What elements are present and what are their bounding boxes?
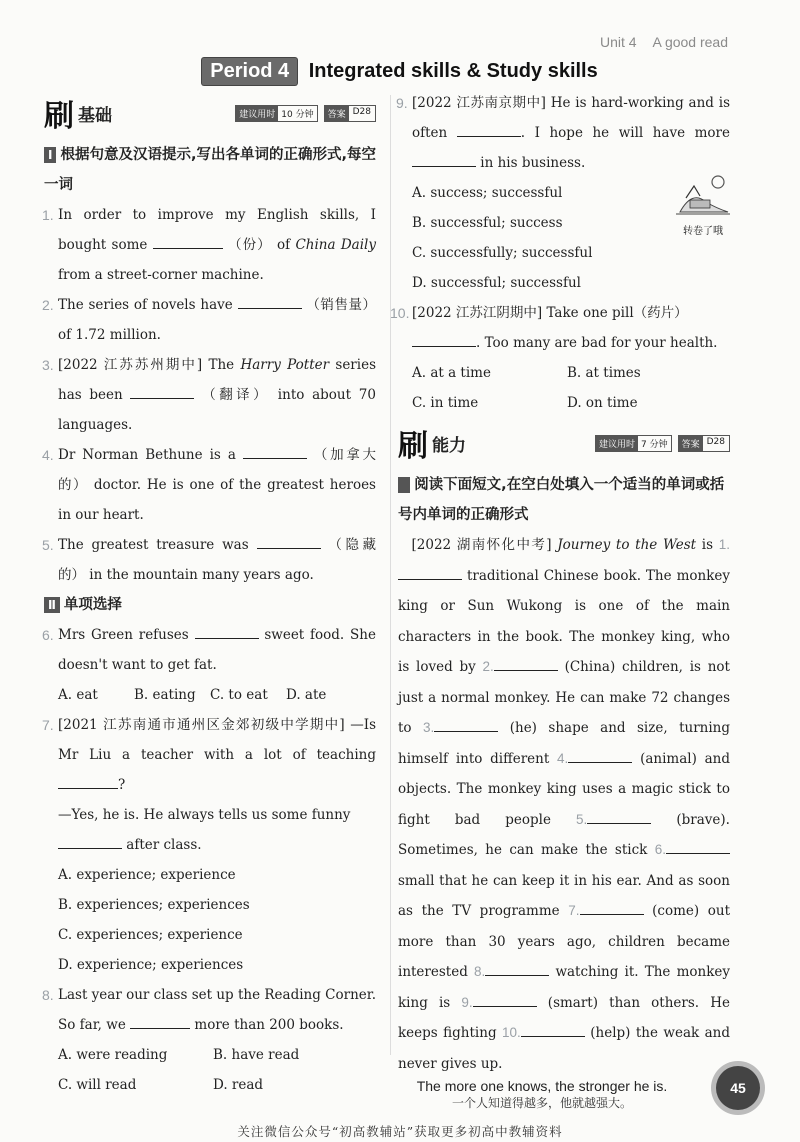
question-text: The series of novels have (58, 297, 233, 313)
passage-text: (help) the weak and never gives up. (398, 1025, 730, 1072)
answer-blank[interactable] (58, 774, 118, 789)
passage-text: (smart) than others. He keeps fighting (398, 994, 730, 1041)
answer-blank[interactable] (398, 565, 462, 580)
question-number: 2. (42, 297, 54, 313)
option-a[interactable]: A. at a time (412, 365, 491, 381)
time-value: 10 分钟 (281, 109, 314, 120)
section-name: 基础 (78, 105, 112, 126)
question-text: [2022 江苏苏州期中] The (58, 357, 235, 373)
passage-text: (he) shape and size, turning himself into different (398, 720, 730, 767)
passage-text: small that he can keep it in his ear. And as soon as the TV programme (398, 872, 730, 919)
question-2 (42, 290, 376, 350)
part2-heading (44, 590, 376, 620)
bottom-note: 关注微信公众号“初高教辅站”获取更多初高中教辅资料 (237, 1124, 563, 1139)
question-text: （翻译） into about 70 languages. (58, 387, 376, 433)
answer-blank[interactable] (195, 624, 259, 639)
options-9 (412, 178, 662, 298)
options-6 (58, 680, 376, 710)
reading-passage (398, 530, 730, 1079)
option-d[interactable]: D. experience; experiences (58, 957, 244, 973)
answer-blank[interactable] (243, 444, 307, 459)
answer-box (678, 435, 730, 452)
cartoon-image (672, 172, 734, 237)
blank-number: 7. (568, 903, 580, 918)
option-c[interactable]: C. experiences; experience (58, 927, 243, 943)
answer-value: D28 (352, 106, 371, 117)
question-text: sweet food. She doesn't want to get fat. (58, 627, 376, 673)
answer-blank[interactable] (153, 234, 223, 249)
book-title: Harry Potter (240, 357, 330, 373)
options-7 (58, 860, 376, 980)
answer-blank[interactable] (485, 961, 549, 976)
ability-heading-text: 阅读下面短文,在空白处填入一个适当的单词或括号内单词的正确形式 (398, 477, 725, 523)
option-b[interactable]: B. successful; success (412, 215, 563, 231)
cartoon-illustration (672, 172, 734, 218)
question-text: ? (118, 777, 126, 793)
question-number: 7. (42, 717, 54, 733)
question-number: 4. (42, 447, 54, 463)
question-10 (390, 298, 730, 358)
question-number: 1. (42, 207, 54, 223)
blank-number: 1. (718, 537, 731, 552)
left-column (42, 90, 377, 1100)
question-5 (42, 530, 377, 590)
page-number: 45 (716, 1066, 760, 1110)
passage-text: (brave). Sometimes, he can make the stick (398, 811, 730, 858)
time-label: 建议用时 (596, 436, 638, 451)
question-text: —Yes, he is. He always tells us some funny (58, 807, 351, 823)
time-label: 建议用时 (236, 106, 278, 121)
title-text: Integrated skills & Study skills (308, 60, 598, 82)
blank-number: 5. (576, 811, 588, 827)
unit-label: Unit 4 (600, 34, 637, 50)
passage-text: (come) out more than 30 years ago, children became interested (398, 903, 730, 980)
answer-blank[interactable] (521, 1022, 585, 1037)
question-text: more than 200 books. (194, 1017, 344, 1033)
answer-blank[interactable] (434, 717, 498, 732)
option-d[interactable]: D. successful; successful (412, 275, 581, 291)
passage-text: is (696, 537, 719, 553)
question-text: Dr Norman Bethune is a (58, 447, 236, 463)
option-d[interactable]: D. read (213, 1077, 264, 1093)
blank-number: 4. (557, 750, 569, 766)
blank-number: 9. (461, 994, 473, 1010)
ability-heading (398, 470, 730, 530)
square-bullet-icon (398, 477, 410, 493)
question-text: [2021 江苏南通市通州区金郊初级中学期中] —Is Mr Liu a teacher with a lot of teaching (58, 717, 376, 763)
basic-section-header (44, 94, 376, 132)
options-8 (58, 1040, 376, 1100)
question-text: [2022 江苏南京期中] He is hard-working and is often (412, 95, 730, 141)
answer-blank[interactable] (568, 748, 632, 763)
column-divider (390, 95, 391, 1055)
answer-blank[interactable] (580, 900, 644, 915)
unit-header (600, 34, 728, 50)
question-number: 10. (390, 305, 410, 321)
blank-number: 10. (502, 1025, 521, 1040)
section-name: 能力 (432, 435, 466, 456)
answer-blank[interactable] (257, 534, 321, 549)
option-a[interactable]: A. experience; experience (58, 867, 236, 883)
blank-number: 6. (654, 842, 666, 857)
brush-logo: 刷 (398, 429, 428, 464)
option-b[interactable]: B. experiences; experiences (58, 897, 250, 913)
question-3 (42, 350, 376, 440)
answer-box (324, 105, 376, 122)
option-c[interactable]: C. to eat (210, 687, 268, 703)
question-text: . I hope he will have more (520, 125, 731, 141)
answer-blank[interactable] (412, 332, 476, 347)
question-text: after class. (126, 837, 202, 853)
question-number: 3. (42, 357, 54, 373)
page-title (0, 58, 800, 85)
option-a[interactable]: A. eat (58, 687, 98, 703)
option-c[interactable]: C. will read (58, 1077, 137, 1093)
question-text: Last year our class set up the Reading Corner. So far, we (58, 987, 377, 1033)
question-text: Mrs Green refuses (58, 627, 189, 643)
ability-section-header (398, 424, 730, 462)
passage-text: watching it. The monkey king is (398, 964, 730, 1011)
answer-blank[interactable] (58, 834, 122, 849)
question-9 (396, 88, 731, 178)
question-text: The greatest treasure was (58, 537, 249, 553)
passage-text: (animal) and objects. The monkey king uses a magic stick to fight bad people (398, 750, 730, 828)
question-text: from a street-corner machine. (58, 267, 264, 283)
answer-blank[interactable] (238, 294, 302, 309)
question-number: 5. (42, 537, 54, 553)
passage-source: [2022 湖南怀化中考] (411, 537, 552, 553)
answer-blank[interactable] (473, 992, 537, 1007)
answer-blank[interactable] (666, 839, 730, 854)
answer-value: D28 (706, 436, 725, 447)
question-4 (42, 440, 376, 530)
suggested-time-box (595, 435, 672, 452)
question-7 (42, 710, 376, 860)
part1-heading-text: 根据句意及汉语提示,写出各单词的正确形式,每空一词 (44, 147, 376, 193)
question-hint: （份） of (228, 237, 291, 253)
answer-label: 答案 (679, 436, 703, 451)
quote-english: The more one knows, the stronger he is. (416, 1078, 668, 1094)
question-number: 6. (42, 627, 54, 643)
question-1 (42, 200, 376, 290)
cartoon-caption: 转卷了哦 (683, 226, 723, 237)
blank-number: 8. (474, 964, 486, 979)
answer-blank[interactable] (587, 809, 651, 824)
option-b[interactable]: B. eating (134, 687, 196, 703)
passage-text: (China) children, is not just a normal monkey. He can make 72 changes to (398, 659, 730, 736)
quote-chinese: 一个人知道得越多，他就越强大。 (451, 1096, 632, 1110)
option-b[interactable]: B. have read (213, 1047, 300, 1063)
question-number: 8. (42, 987, 54, 1003)
answer-blank[interactable] (457, 122, 521, 137)
option-c[interactable]: C. in time (412, 395, 479, 411)
option-b[interactable]: B. at times (567, 365, 641, 381)
question-text: （加拿大的） doctor. He is one of the greatest heroes in our heart. (58, 447, 376, 523)
unit-topic: A good read (652, 34, 728, 50)
right-column (390, 88, 731, 1079)
passage-text: traditional Chinese book. The monkey king or Sun Wukong is one of the main characters in the book. The monkey king, who is loved by (398, 567, 730, 675)
period-badge: Period 4 (202, 58, 297, 85)
options-10 (412, 358, 730, 418)
option-d[interactable]: D. ate (286, 687, 327, 703)
passage-title: Journey to the West (557, 537, 697, 553)
question-8 (42, 980, 377, 1040)
footer-quote (392, 1078, 692, 1111)
suggested-time-box (235, 105, 317, 122)
option-d[interactable]: D. on time (567, 395, 638, 411)
question-text: [2022 江苏江阴期中] Take one pill（药片） (412, 305, 688, 321)
roman-numeral: Ⅱ (44, 597, 60, 613)
time-value: 7 分钟 (641, 439, 668, 450)
answer-label: 答案 (325, 106, 349, 121)
roman-numeral: Ⅰ (44, 147, 56, 163)
question-text: In order to improve my English skills, I bought some (58, 207, 376, 253)
part1-heading (44, 140, 376, 200)
answer-blank[interactable] (130, 1014, 190, 1029)
brush-logo: 刷 (44, 99, 74, 134)
question-number: 9. (396, 95, 408, 111)
option-a[interactable]: A. success; successful (412, 185, 563, 201)
blank-number: 2. (482, 659, 494, 674)
question-text: in his business. (480, 155, 586, 171)
blank-number: 3. (423, 720, 435, 735)
answer-blank[interactable] (130, 384, 194, 399)
question-6 (42, 620, 376, 680)
answer-blank[interactable] (412, 152, 476, 167)
question-text: （销售量） of 1.72 million. (58, 297, 376, 343)
newspaper-title: China Daily (295, 237, 376, 253)
option-a[interactable]: A. were reading (58, 1047, 168, 1063)
part2-heading-text: 单项选择 (63, 597, 122, 613)
answer-blank[interactable] (494, 656, 558, 671)
option-c[interactable]: C. successfully; successful (412, 245, 593, 261)
question-text: series has been (58, 357, 376, 403)
question-text: （隐藏的） in the mountain many years ago. (58, 537, 377, 583)
question-text: . Too many are bad for your health. (476, 335, 718, 351)
